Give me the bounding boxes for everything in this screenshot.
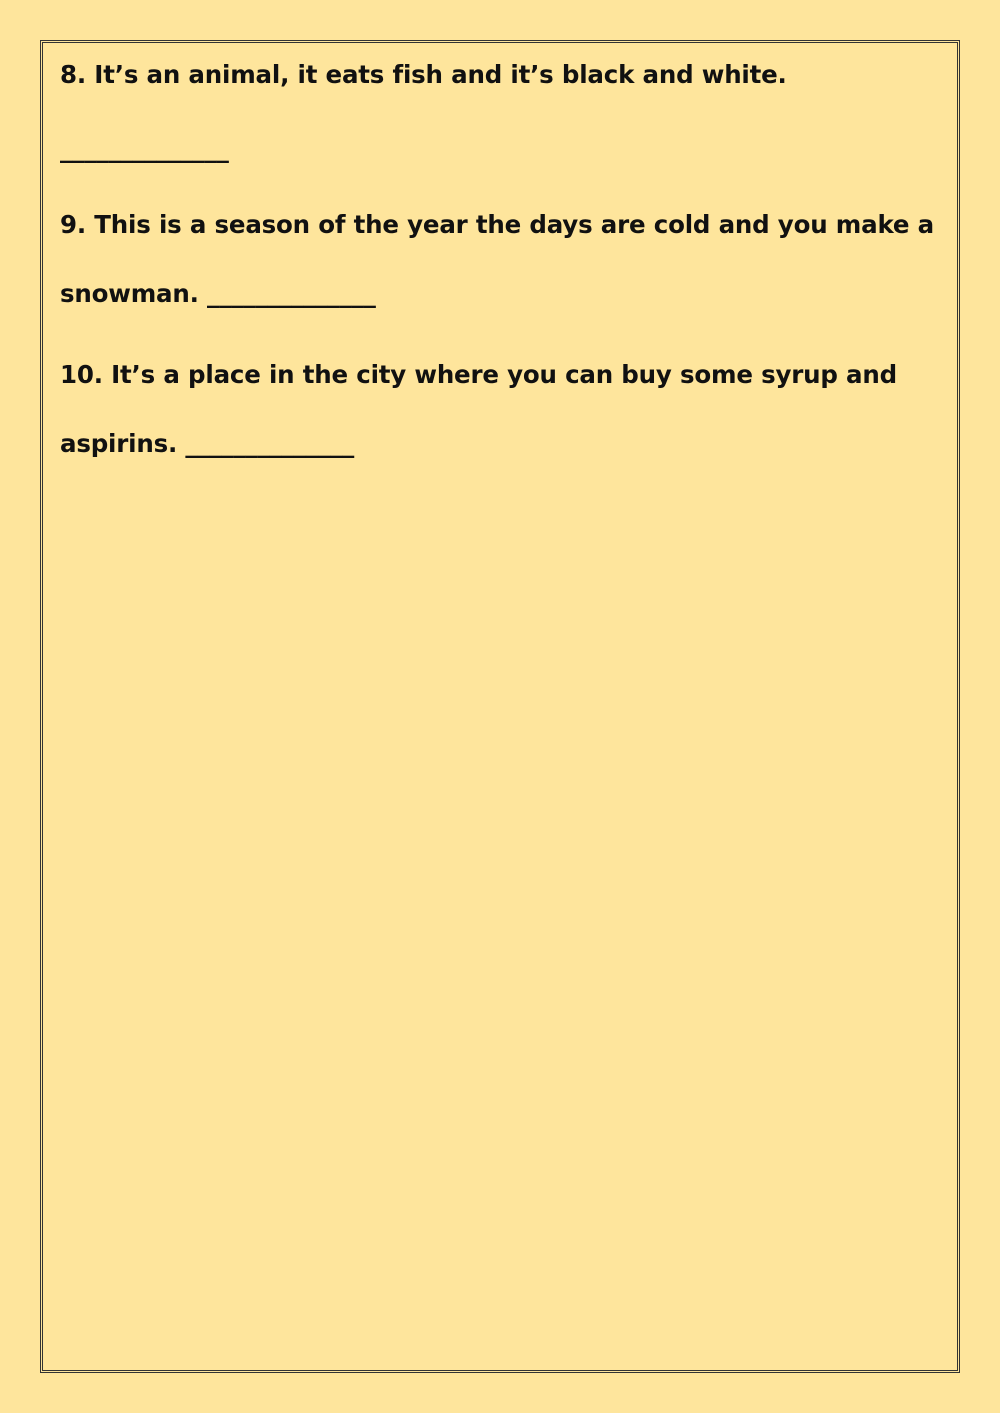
- question-9-line-2: snowman. ______________: [60, 279, 376, 308]
- page-border: [40, 40, 960, 1373]
- question-10-line-1: 10. It’s a place in the city where you can buy some syrup and: [60, 360, 897, 389]
- question-8-answer-blank: ______________: [60, 134, 229, 163]
- question-8-line-1: 8. It’s an animal, it eats fish and it’s black and white.: [60, 60, 787, 89]
- question-10-line-2: aspirins. ______________: [60, 429, 355, 458]
- question-9-line-1: 9. This is a season of the year the days are cold and you make a: [60, 210, 934, 239]
